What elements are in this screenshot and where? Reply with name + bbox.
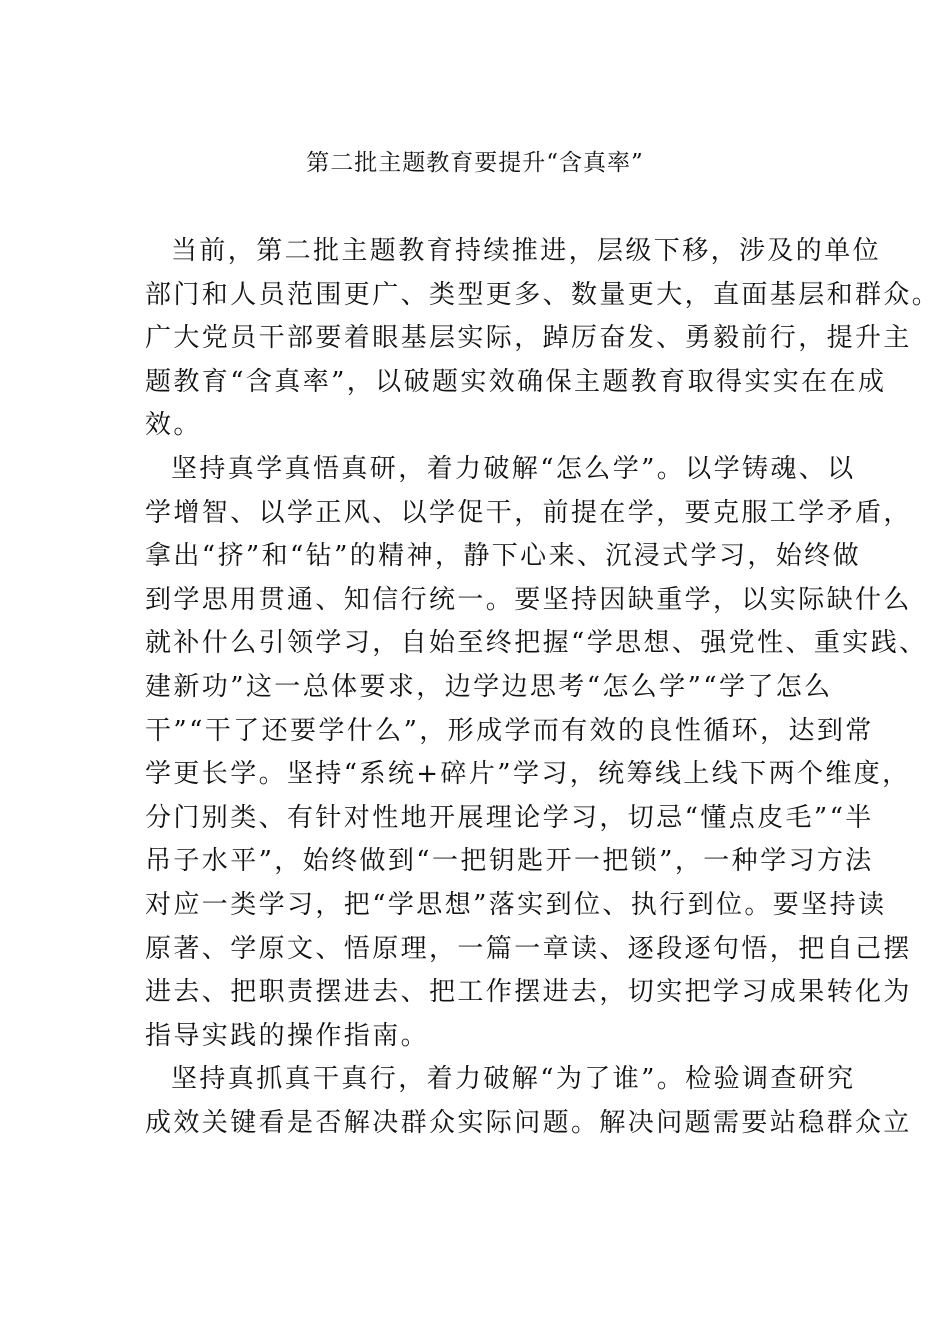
- paragraph-line: 到学思用贯通、知信行统一。要坚持因缺重学，以实际缺什么: [145, 584, 912, 615]
- paragraph-line: 部门和人员范围更广、类型更多、数量更大，直面基层和群众。: [145, 279, 941, 310]
- document-title: 第二批主题教育要提升“含真率”: [306, 150, 644, 176]
- paragraph-line: 广大党员干部要着眼基层实际，踔厉奋发、勇毅前行，提升主: [145, 323, 912, 354]
- paragraph-line: 学更长学。坚持“系统+碎片”学习，统筹线上线下两个维度，: [145, 759, 911, 790]
- paragraph-line: 题教育“含真率”，以破题实效确保主题教育取得实实在在成: [145, 366, 887, 397]
- paragraph-line: 指导实践的操作指南。: [145, 1020, 430, 1051]
- document-body: [145, 230, 941, 1145]
- paragraph-1: [145, 230, 941, 448]
- paragraph-line: 分门别类、有针对性地开展理论学习，切忌“懂点皮毛”“半: [145, 802, 874, 833]
- paragraph-line: 原著、学原文、悟原理，一篇一章读、逐段逐句悟，把自己摆: [145, 933, 912, 964]
- paragraph-line: 建新功”这一总体要求，边学边思考“怎么学”“学了怎么: [145, 671, 833, 702]
- paragraph-line: 坚持真学真悟真研，着力破解“怎么学”。以学铸魂、以: [171, 453, 856, 484]
- paragraph-2: [145, 448, 928, 1058]
- paragraph-line: 就补什么引领学习，自始至终把握“学思想、强党性、重实践、: [145, 628, 928, 659]
- paragraph-line: 当前，第二批主题教育持续推进，层级下移，涉及的单位: [171, 236, 882, 266]
- paragraph-line: 干”“干了还要学什么”，形成学而有效的良性循环，达到常: [145, 715, 874, 746]
- paragraph-3: [145, 1058, 912, 1145]
- paragraph-line: 对应一类学习，把“学思想”落实到位、执行到位。要坚持读: [145, 889, 887, 920]
- paragraph-line: 坚持真抓真干真行，着力破解“为了谁”。检验调查研究: [171, 1064, 856, 1095]
- paragraph-line: 学增智、以学正风、以学促干，前提在学，要克服工学矛盾，: [145, 497, 912, 528]
- paragraph-line: 吊子水平”，始终做到“一把钥匙开一把锁”，一种学习方法: [145, 846, 874, 877]
- paragraph-line: 进去、把职责摆进去、把工作摆进去，切实把学习成果转化为: [145, 977, 912, 1008]
- paragraph-line: 拿出“挤”和“钻”的精神，静下心来、沉浸式学习，始终做: [145, 541, 861, 572]
- paragraph-line: 成效关键看是否解决群众实际问题。解决问题需要站稳群众立: [145, 1107, 912, 1138]
- paragraph-line: 效。: [145, 410, 202, 441]
